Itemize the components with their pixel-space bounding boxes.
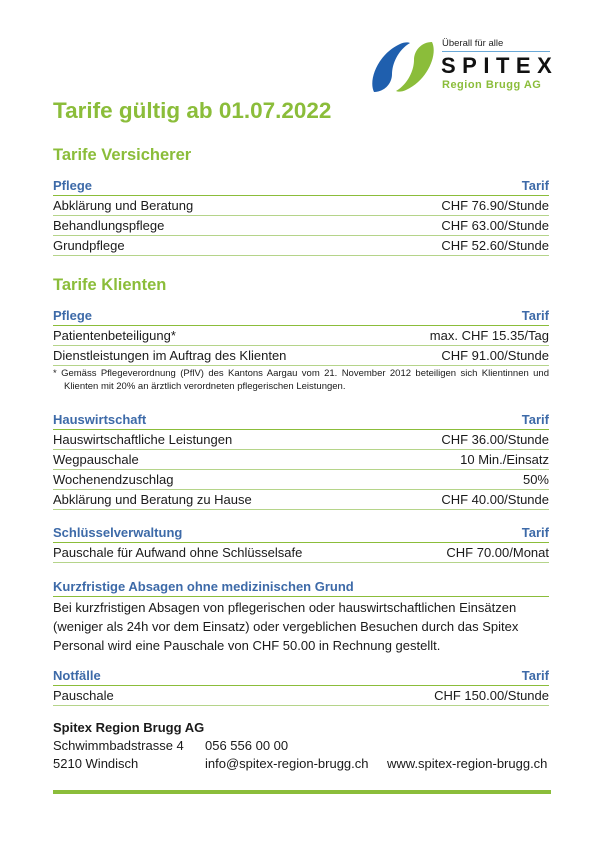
row-value: CHF 76.90/Stunde	[441, 198, 549, 213]
logo-tagline: Überall für alle	[442, 38, 504, 49]
table-header	[53, 410, 549, 430]
row-label: Hauswirtschaftliche Leistungen	[53, 432, 233, 447]
row-value: 50%	[522, 472, 549, 487]
row-value: CHF 36.00/Stunde	[441, 432, 549, 447]
table-keys	[53, 523, 549, 563]
table-row	[53, 543, 549, 563]
table-row	[53, 430, 549, 450]
row-value: CHF 91.00/Stunde	[441, 348, 549, 363]
address-city: 5210 Windisch	[53, 756, 139, 771]
row-value: CHF 40.00/Stunde	[441, 492, 549, 507]
table-row	[53, 450, 549, 470]
row-value: max. CHF 15.35/Tag	[429, 328, 549, 343]
row-label: Grundpflege	[53, 238, 125, 253]
table-row	[53, 490, 549, 510]
row-label: Dienstleistungen im Auftrag des Klienten	[53, 348, 287, 363]
table-insurers	[53, 176, 549, 256]
table-header	[53, 523, 549, 543]
row-value: CHF 70.00/Monat	[446, 545, 549, 560]
row-label: Abklärung und Beratung	[53, 198, 194, 213]
column-label: Schlüsselverwaltung	[53, 525, 183, 540]
phone-number: 056 556 00 00	[205, 738, 289, 753]
email-link[interactable]: info@spitex-region-brugg.ch	[205, 756, 369, 771]
column-label: Pflege	[53, 178, 93, 193]
column-label: Notfälle	[53, 668, 101, 683]
table-row	[53, 686, 549, 706]
row-label: Abklärung und Beratung zu Hause	[53, 492, 252, 507]
row-value: CHF 52.60/Stunde	[441, 238, 549, 253]
row-label: Wochenendzuschlag	[53, 472, 174, 487]
column-label: Hauswirtschaft	[53, 412, 147, 427]
table-row	[53, 346, 549, 366]
column-tarif: Tarif	[521, 412, 549, 427]
column-tarif: Tarif	[521, 668, 549, 683]
column-tarif: Tarif	[521, 525, 549, 540]
row-value: CHF 150.00/Stunde	[434, 688, 549, 703]
table-clients-care	[53, 306, 549, 366]
table-row	[53, 326, 549, 346]
company-name: Spitex Region Brugg AG	[53, 720, 205, 735]
footnote: * Gemäss Pflegeverordnung (PflV) des Kantons Aargau vom 21. November 2012 beteiligen sich Klientinnen und Klienten mit 20% an ärztlich verordneten pflegerischen Leistungen.	[53, 368, 549, 392]
table-header	[53, 176, 549, 196]
row-value: CHF 63.00/Stunde	[441, 218, 549, 233]
address-street: Schwimmbadstrasse 4	[53, 738, 184, 753]
table-row	[53, 216, 549, 236]
logo-divider	[442, 51, 550, 52]
section-heading-clients: Tarife Klienten	[53, 276, 167, 294]
page-title: Tarife gültig ab 01.07.2022	[53, 98, 332, 123]
bottom-divider	[53, 790, 551, 794]
cancellation-heading: Kurzfristige Absagen ohne medizinischen Grund	[53, 577, 549, 597]
spitex-logo-mark-icon	[370, 40, 436, 94]
table-header	[53, 306, 549, 326]
cancellation-text: Bei kurzfristigen Absagen von pflegerischen oder hauswirtschaftlichen Einsätzen (weniger als 24h vor dem Einsatz) oder vergeblichen Besuchen durch das Spitex Personal wird eine Pauschale von CHF 50.00 in Rechnung gestellt.	[53, 600, 519, 653]
row-label: Patientenbeteiligung*	[53, 328, 176, 343]
logo-wordmark: SPITEX	[441, 53, 559, 78]
table-header	[53, 666, 549, 686]
spitex-logo	[370, 38, 560, 96]
column-tarif: Tarif	[521, 178, 549, 193]
row-label: Behandlungspflege	[53, 218, 165, 233]
table-household	[53, 410, 549, 510]
row-value: 10 Min./Einsatz	[460, 452, 549, 467]
column-tarif: Tarif	[521, 308, 549, 323]
row-label: Pauschale für Aufwand ohne Schlüsselsafe	[53, 545, 303, 560]
section-heading-insurers: Tarife Versicherer	[53, 146, 192, 164]
website-link[interactable]: www.spitex-region-brugg.ch	[387, 756, 548, 771]
row-label: Pauschale	[53, 688, 114, 703]
logo-region: Region Brugg AG	[442, 79, 542, 91]
table-row	[53, 196, 549, 216]
column-label: Pflege	[53, 308, 93, 323]
row-label: Wegpauschale	[53, 452, 139, 467]
table-emergency	[53, 666, 549, 706]
table-row	[53, 470, 549, 490]
table-row	[53, 236, 549, 256]
